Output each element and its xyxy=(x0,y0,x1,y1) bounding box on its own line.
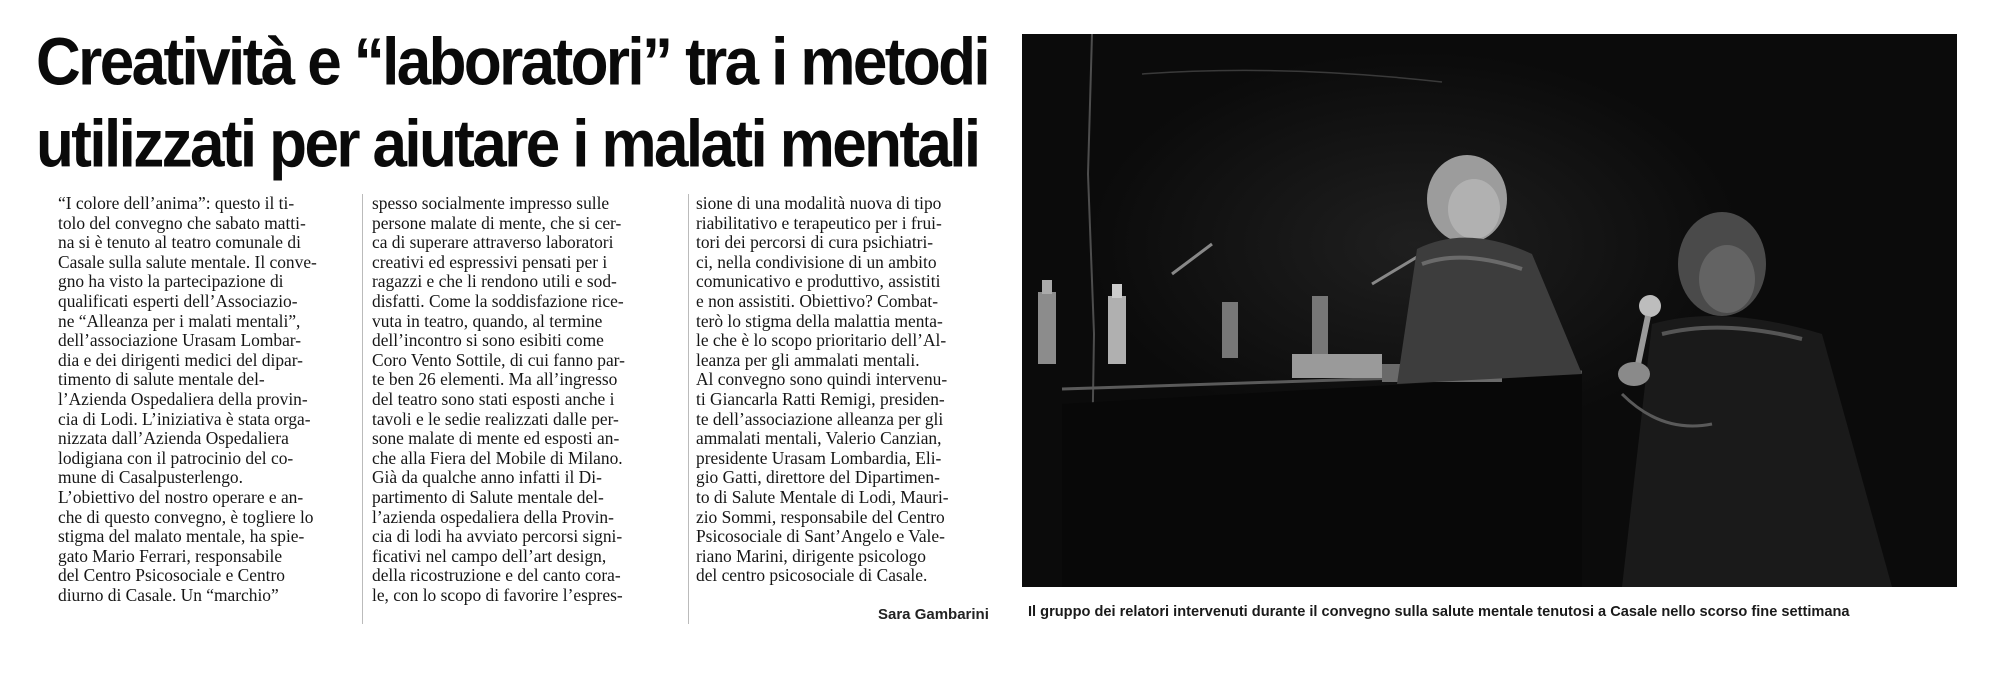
article-line: dell’associazione Urasam Lombar- xyxy=(58,330,302,351)
article-line: zio Sommi, responsabile del Centro xyxy=(696,506,945,527)
article-line: gato Mario Ferrari, responsabile xyxy=(58,545,283,566)
article-line: e non assistiti. Obiettivo? Combat- xyxy=(696,290,938,311)
headline xyxy=(36,22,1006,186)
article-line: ragazzi e che li rendono utili e sod- xyxy=(372,271,617,292)
article-line: riano Marini, dirigente psicologo xyxy=(696,545,926,566)
article-line: comunicativo e produttivo, assistiti xyxy=(696,271,941,292)
article-line: tori dei percorsi di cura psichiatri- xyxy=(696,232,934,253)
article-line: disfatti. Come la soddisfazione rice- xyxy=(372,290,624,311)
article-line: sione di una modalità nuova di tipo xyxy=(696,193,942,213)
article-line: le, con lo scopo di favorire l’espres- xyxy=(372,584,623,605)
article-line: na si è tenuto al teatro comunale di xyxy=(58,232,301,253)
article-line: diurno di Casale. Un “marchio” xyxy=(58,584,279,605)
article-line: ficativi nel campo dell’art design, xyxy=(372,545,607,566)
article-line: cia di Lodi. L’iniziativa è stata orga- xyxy=(58,408,311,429)
headline-line-2: utilizzati per aiutare i malati mentali xyxy=(36,107,979,182)
article-line: che alla Fiera del Mobile di Milano. xyxy=(372,447,623,468)
article-line: vuta in teatro, quando, al termine xyxy=(372,310,603,331)
photo-caption: Il gruppo dei relatori intervenuti durante il convegno sulla salute mentale tenutosi a Casale nello scorso fine settimana xyxy=(1028,604,1850,620)
column-divider xyxy=(362,194,363,624)
article-line: creativi ed espressivi pensati per i xyxy=(372,251,608,272)
article-line: sone malate di mente ed esposti an- xyxy=(372,428,620,449)
article-line: tolo del convegno che sabato matti- xyxy=(58,212,306,233)
article-line: Coro Vento Sottile, di cui fanno par- xyxy=(372,349,625,370)
article-line: del teatro sono stati esposti anche i xyxy=(372,388,615,409)
article-line: dell’incontro si sono esibiti come xyxy=(372,330,604,351)
article-column-2 xyxy=(372,194,704,624)
article-line: del Centro Psicosociale e Centro xyxy=(58,565,285,586)
article-column-1 xyxy=(58,194,356,624)
article-line: della ricostruzione e del canto cora- xyxy=(372,565,621,586)
article-line: tavoli e le sedie realizzati dalle per- xyxy=(372,408,619,429)
article-line: Casale sulla salute mentale. Il conve- xyxy=(58,251,317,272)
article-line: cia di lodi ha avviato percorsi signi- xyxy=(372,526,623,547)
article-line: l’Azienda Ospedaliera della provin- xyxy=(58,388,308,409)
article-line: te ben 26 elementi. Ma all’ingresso xyxy=(372,369,618,390)
article-line: gio Gatti, direttore del Dipartimen- xyxy=(696,467,940,488)
article-line: nizzata dall’Azienda Ospedaliera xyxy=(58,428,289,449)
article-line: del centro psicosociale di Casale. xyxy=(696,565,928,586)
article-line: dia e dei dirigenti medici del dipar- xyxy=(58,349,303,370)
article-line: “I colore dell’anima”: questo il ti- xyxy=(58,193,295,213)
article-line: gno ha visto la partecipazione di xyxy=(58,271,284,292)
article-line: mune di Casalpusterlengo. xyxy=(58,467,243,488)
article-line: te dell’associazione alleanza per gli xyxy=(696,408,944,429)
article-line: le che è lo scopo prioritario dell’Al- xyxy=(696,330,947,351)
article-line: timento di salute mentale del- xyxy=(58,369,265,390)
article-line: ti Giancarla Ratti Remigi, presiden- xyxy=(696,388,945,409)
headline-line-1: Creatività e “laboratori” tra i metodi xyxy=(36,25,989,100)
article-line: ca di superare attraverso laboratori xyxy=(372,232,614,253)
article-line: to di Salute Mentale di Lodi, Mauri- xyxy=(696,486,949,507)
article-line: Psicosociale di Sant’Angelo e Vale- xyxy=(696,526,945,547)
article-line: persone malate di mente, che si cer- xyxy=(372,212,622,233)
article-line: Già da qualche anno infatti il Di- xyxy=(372,467,602,488)
article-column-3 xyxy=(696,194,1030,624)
article-line: L’obiettivo del nostro operare e an- xyxy=(58,486,304,507)
article-line: spesso socialmente impresso sulle xyxy=(372,193,610,213)
article-line: partimento di Salute mentale del- xyxy=(372,486,604,507)
article-line: stigma del malato mentale, ha spie- xyxy=(58,526,305,547)
article-line: ammalati mentali, Valerio Canzian, xyxy=(696,428,942,449)
conference-photo xyxy=(1022,34,1957,587)
article-line: qualificati esperti dell’Associazio- xyxy=(58,290,298,311)
article-line: riabilitativo e terapeutico per i frui- xyxy=(696,212,942,233)
article-line: ne “Alleanza per i malati mentali”, xyxy=(58,310,301,331)
article-line: presidente Urasam Lombardia, Eli- xyxy=(696,447,942,468)
article-line: terò lo stigma della malattia menta- xyxy=(696,310,943,331)
author-byline: Sara Gambarini xyxy=(878,606,989,623)
article-line: ci, nella condivisione di un ambito xyxy=(696,251,937,272)
column-divider xyxy=(688,194,689,624)
article-line: lodigiana con il patrocinio del co- xyxy=(58,447,294,468)
article-line: leanza per gli ammalati mentali. xyxy=(696,349,920,370)
article-line: che di questo convegno, è togliere lo xyxy=(58,506,314,527)
article-line: Al convegno sono quindi intervenu- xyxy=(696,369,948,390)
photo-speakers-at-table xyxy=(1022,34,1957,587)
article-line: l’azienda ospedaliera della Provin- xyxy=(372,506,614,527)
